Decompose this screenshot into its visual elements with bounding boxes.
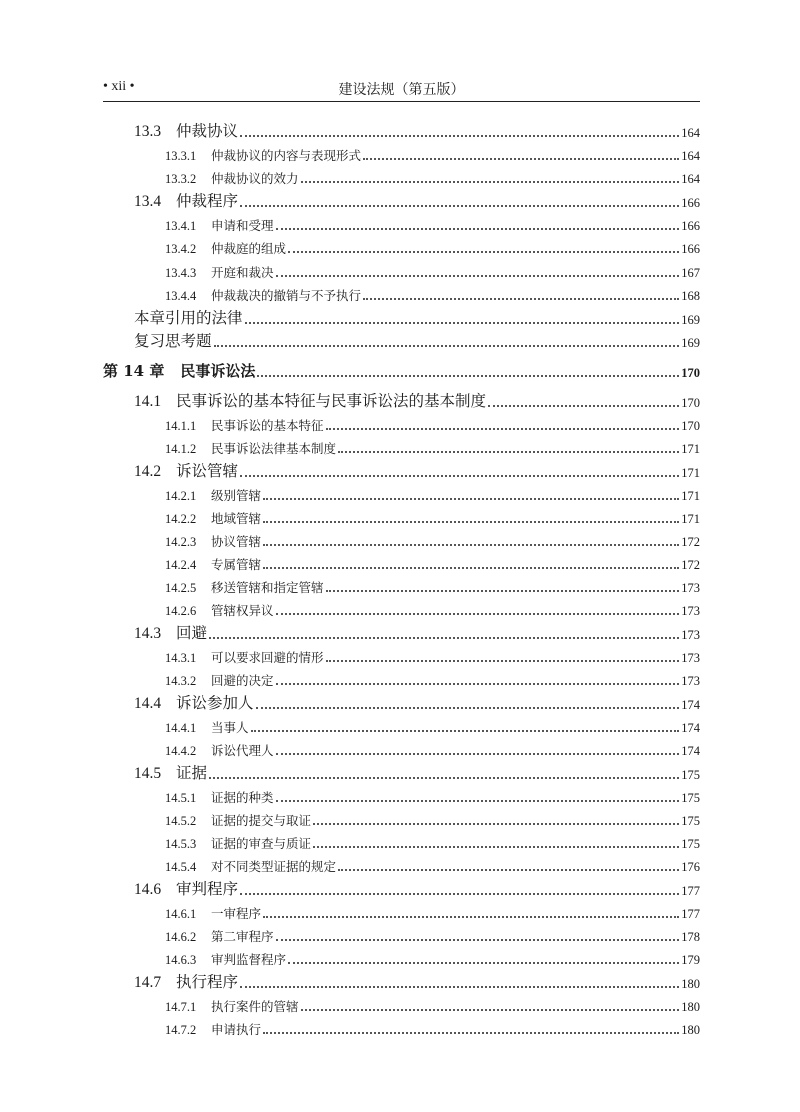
toc-entry-page: 175 xyxy=(681,768,700,782)
toc-entry xyxy=(134,459,700,481)
toc-entry-page: 169 xyxy=(681,313,700,327)
dot-leader xyxy=(263,906,679,918)
toc-entry xyxy=(134,691,700,713)
dot-leader xyxy=(251,720,680,732)
toc-entry-number: 13.4 xyxy=(134,193,162,210)
toc-entry-number: 14.5.1 xyxy=(165,791,197,805)
dot-leader xyxy=(288,241,679,253)
toc-entry-number: 14.6 xyxy=(134,881,162,898)
toc-entry xyxy=(134,761,700,783)
toc-entry-title: 协议管辖 xyxy=(211,534,262,549)
dot-leader xyxy=(240,465,679,477)
dot-leader xyxy=(338,859,679,871)
toc-entry-number: 14.6.2 xyxy=(165,930,197,944)
toc-entry xyxy=(165,597,700,619)
toc-entry-number: 13.3 xyxy=(134,123,162,140)
toc-entry-page: 168 xyxy=(681,289,700,303)
toc-entry-number: 13.3.2 xyxy=(165,172,197,186)
toc-entry-page: 172 xyxy=(681,558,700,572)
dot-leader xyxy=(276,743,680,755)
toc-entry xyxy=(165,737,700,759)
toc-entry-page: 180 xyxy=(681,977,700,991)
toc-entry-title: 专属管辖 xyxy=(211,557,262,572)
dot-leader xyxy=(276,673,680,685)
toc-entry xyxy=(134,329,700,351)
toc-entry-number: 14.1.1 xyxy=(165,419,197,433)
toc-entry-number: 14.3 xyxy=(134,625,162,642)
toc-entry xyxy=(165,667,700,689)
toc-entry-title: 回避 xyxy=(176,624,208,642)
toc-entry-number: 14.2.4 xyxy=(165,558,197,572)
dot-leader xyxy=(276,929,680,941)
toc-entry xyxy=(165,807,700,829)
toc-entry xyxy=(165,946,700,968)
toc-entry-title: 民事诉讼法 xyxy=(180,362,256,380)
header-rule xyxy=(103,101,700,102)
toc-entry-page: 179 xyxy=(681,953,700,967)
toc-entry-title: 复习思考题 xyxy=(134,332,212,350)
toc-entry-page: 173 xyxy=(681,628,700,642)
dot-leader xyxy=(313,813,679,825)
toc-entry xyxy=(165,551,700,573)
toc-entry-title: 仲裁裁决的撤销与不予执行 xyxy=(211,288,362,303)
toc-entry-number: 第 14 章 xyxy=(103,362,165,380)
dot-leader xyxy=(214,335,680,347)
toc-entry-page: 173 xyxy=(681,674,700,688)
toc-entry-title: 民事诉讼的基本特征 xyxy=(211,418,324,433)
dot-leader xyxy=(276,790,680,802)
dot-leader xyxy=(209,627,679,639)
toc-entry-title: 诉讼代理人 xyxy=(211,743,274,758)
toc-entry-title: 对不同类型证据的规定 xyxy=(211,859,337,874)
dot-leader xyxy=(263,511,679,523)
dot-leader xyxy=(276,265,680,277)
toc-entry xyxy=(134,189,700,211)
toc-entry-title: 仲裁庭的组成 xyxy=(211,241,287,256)
toc-entry-number: 14.1 xyxy=(134,393,162,410)
toc-entry-page: 164 xyxy=(681,149,700,163)
toc-entry xyxy=(165,482,700,504)
toc-entry xyxy=(165,142,700,164)
dot-leader xyxy=(209,767,679,779)
toc-entry-page: 177 xyxy=(681,907,700,921)
toc-entry-page: 175 xyxy=(681,837,700,851)
toc-entry xyxy=(165,784,700,806)
toc-entry-page: 174 xyxy=(681,721,700,735)
toc-entry-title: 证据 xyxy=(176,764,208,782)
toc-entry-number: 13.4.4 xyxy=(165,289,197,303)
toc-entry-title: 审判程序 xyxy=(176,880,239,898)
toc-entry-title: 开庭和裁决 xyxy=(211,265,274,280)
toc-entry-number: 14.3.1 xyxy=(165,651,197,665)
dot-leader xyxy=(276,603,680,615)
dot-leader xyxy=(301,999,680,1011)
toc-entry xyxy=(134,970,700,992)
toc-entry xyxy=(165,714,700,736)
toc-entry-number: 14.7 xyxy=(134,974,162,991)
toc-entry-title: 地域管辖 xyxy=(211,511,262,526)
toc-entry-number: 13.4.1 xyxy=(165,219,197,233)
toc-entry xyxy=(165,574,700,596)
toc-entry-title: 民事诉讼的基本特征与民事诉讼法的基本制度 xyxy=(176,392,487,410)
dot-leader xyxy=(288,952,679,964)
toc-entry-title: 本章引用的法律 xyxy=(134,309,243,327)
toc-entry-page: 166 xyxy=(681,219,700,233)
toc-entry-number: 14.5.4 xyxy=(165,860,197,874)
dot-leader xyxy=(326,580,680,592)
toc-entry-title: 审判监督程序 xyxy=(211,952,287,967)
page-header xyxy=(103,79,700,101)
toc-entry-title: 仲裁协议 xyxy=(176,122,239,140)
toc-entry-page: 170 xyxy=(681,419,700,433)
toc-entry xyxy=(165,830,700,852)
dot-leader xyxy=(263,488,679,500)
dot-leader xyxy=(240,976,679,988)
page-number: • xii • xyxy=(103,79,135,94)
dot-leader xyxy=(363,288,679,300)
toc-entry-number: 14.1.2 xyxy=(165,442,197,456)
toc-entry xyxy=(134,621,700,643)
dot-leader xyxy=(245,312,680,324)
toc-entry-title: 诉讼参加人 xyxy=(176,694,254,712)
toc-entry-number: 14.2.5 xyxy=(165,581,197,595)
toc-entry-title: 移送管辖和指定管辖 xyxy=(211,580,324,595)
toc-entry-number: 14.2 xyxy=(134,463,162,480)
toc-entry-title: 申请和受理 xyxy=(211,218,274,233)
toc-entry-title: 回避的决定 xyxy=(211,673,274,688)
toc-entry-number: 14.2.1 xyxy=(165,489,197,503)
toc-entry-page: 164 xyxy=(681,126,700,140)
dot-leader xyxy=(240,195,679,207)
toc-entry-page: 180 xyxy=(681,1000,700,1014)
dot-leader xyxy=(326,650,680,662)
toc-entry-title: 仲裁协议的效力 xyxy=(211,171,299,186)
toc-entry-number: 14.7.2 xyxy=(165,1023,197,1037)
toc-entry-page: 166 xyxy=(681,242,700,256)
toc-entry-number: 14.2.2 xyxy=(165,512,197,526)
toc-entry-page: 174 xyxy=(681,744,700,758)
dot-leader xyxy=(263,1022,679,1034)
toc-entry-title: 证据的审查与质证 xyxy=(211,836,312,851)
book-title: 建设法规（第五版） xyxy=(338,82,465,98)
toc-entry xyxy=(165,165,700,187)
toc-entry xyxy=(165,412,700,434)
toc-entry-number: 14.4.2 xyxy=(165,744,197,758)
toc-entry-number: 13.3.1 xyxy=(165,149,197,163)
toc-entry-number: 14.2.6 xyxy=(165,604,197,618)
dot-leader xyxy=(488,395,679,407)
dot-leader xyxy=(313,836,679,848)
dot-leader xyxy=(263,557,679,569)
toc-entry-page: 176 xyxy=(681,860,700,874)
toc-entry xyxy=(103,359,700,381)
toc-entry-title: 申请执行 xyxy=(211,1022,262,1037)
toc-entry-page: 171 xyxy=(681,489,700,503)
dot-leader xyxy=(301,171,680,183)
toc-entry-number: 14.4.1 xyxy=(165,721,197,735)
toc-entry-page: 171 xyxy=(681,512,700,526)
toc-entry xyxy=(134,306,700,328)
toc-entry-page: 173 xyxy=(681,651,700,665)
toc-entry-page: 173 xyxy=(681,581,700,595)
toc-entry xyxy=(165,993,700,1015)
toc-entry-number: 14.5.3 xyxy=(165,837,197,851)
toc-entry-page: 178 xyxy=(681,930,700,944)
toc-entry-page: 166 xyxy=(681,196,700,210)
toc-entry-title: 民事诉讼法律基本制度 xyxy=(211,441,337,456)
dot-leader xyxy=(363,148,679,160)
toc-entry-number: 14.5 xyxy=(134,765,162,782)
toc-entry-page: 171 xyxy=(681,466,700,480)
toc-entry-page: 164 xyxy=(681,172,700,186)
toc-entry-page: 172 xyxy=(681,535,700,549)
toc-entry-page: 169 xyxy=(681,336,700,350)
toc-entry xyxy=(165,435,700,457)
toc-entry-page: 170 xyxy=(681,366,700,380)
toc-entry xyxy=(165,1016,700,1038)
toc-entry-title: 证据的种类 xyxy=(211,790,274,805)
toc-entry-number: 14.6.1 xyxy=(165,907,197,921)
dot-leader xyxy=(256,697,680,709)
toc-entry xyxy=(165,235,700,257)
toc-entry-number: 13.4.3 xyxy=(165,266,197,280)
toc-entry-page: 171 xyxy=(681,442,700,456)
toc-entry xyxy=(165,528,700,550)
toc-entry-number: 14.6.3 xyxy=(165,953,197,967)
toc-entry-title: 管辖权异议 xyxy=(211,603,274,618)
toc-entry-page: 170 xyxy=(681,396,700,410)
toc-entry xyxy=(165,282,700,304)
toc-entry-title: 证据的提交与取证 xyxy=(211,813,312,828)
toc-entry-title: 仲裁程序 xyxy=(176,192,239,210)
toc-entry-title: 级别管辖 xyxy=(211,488,262,503)
toc-entry-title: 执行案件的管辖 xyxy=(211,999,299,1014)
toc-entry-page: 177 xyxy=(681,884,700,898)
toc-entry-title: 执行程序 xyxy=(176,973,239,991)
toc-entry-page: 175 xyxy=(681,791,700,805)
dot-leader xyxy=(263,534,679,546)
dot-leader xyxy=(338,441,679,453)
toc-entry xyxy=(134,877,700,899)
toc-entry-title: 仲裁协议的内容与表现形式 xyxy=(211,148,362,163)
toc-entry-page: 173 xyxy=(681,604,700,618)
toc-entry xyxy=(165,505,700,527)
toc-entry xyxy=(165,923,700,945)
toc-entry-number: 14.5.2 xyxy=(165,814,197,828)
toc-entry xyxy=(165,900,700,922)
toc-entry-number: 14.7.1 xyxy=(165,1000,197,1014)
dot-leader xyxy=(257,365,679,377)
toc-entry-number: 14.4 xyxy=(134,695,162,712)
toc-entry-title: 当事人 xyxy=(211,720,249,735)
toc-entry-page: 174 xyxy=(681,698,700,712)
toc-entry-title: 一审程序 xyxy=(211,906,262,921)
toc-entry xyxy=(165,259,700,281)
dot-leader xyxy=(326,418,680,430)
toc-entry-page: 180 xyxy=(681,1023,700,1037)
toc-entry-page: 167 xyxy=(681,266,700,280)
toc-entry-title: 第二审程序 xyxy=(211,929,274,944)
toc-entry xyxy=(134,389,700,411)
toc-entry-number: 13.4.2 xyxy=(165,242,197,256)
toc-entry-title: 诉讼管辖 xyxy=(176,462,239,480)
toc-entry-title: 可以要求回避的情形 xyxy=(211,650,324,665)
toc-entry-page: 175 xyxy=(681,814,700,828)
dot-leader xyxy=(276,218,680,230)
dot-leader xyxy=(240,883,679,895)
toc-entry xyxy=(134,119,700,141)
dot-leader xyxy=(240,125,679,137)
toc-entry-number: 14.3.2 xyxy=(165,674,197,688)
toc-entry xyxy=(165,853,700,875)
toc-entry xyxy=(165,644,700,666)
toc-entry xyxy=(165,212,700,234)
toc-entry-number: 14.2.3 xyxy=(165,535,197,549)
